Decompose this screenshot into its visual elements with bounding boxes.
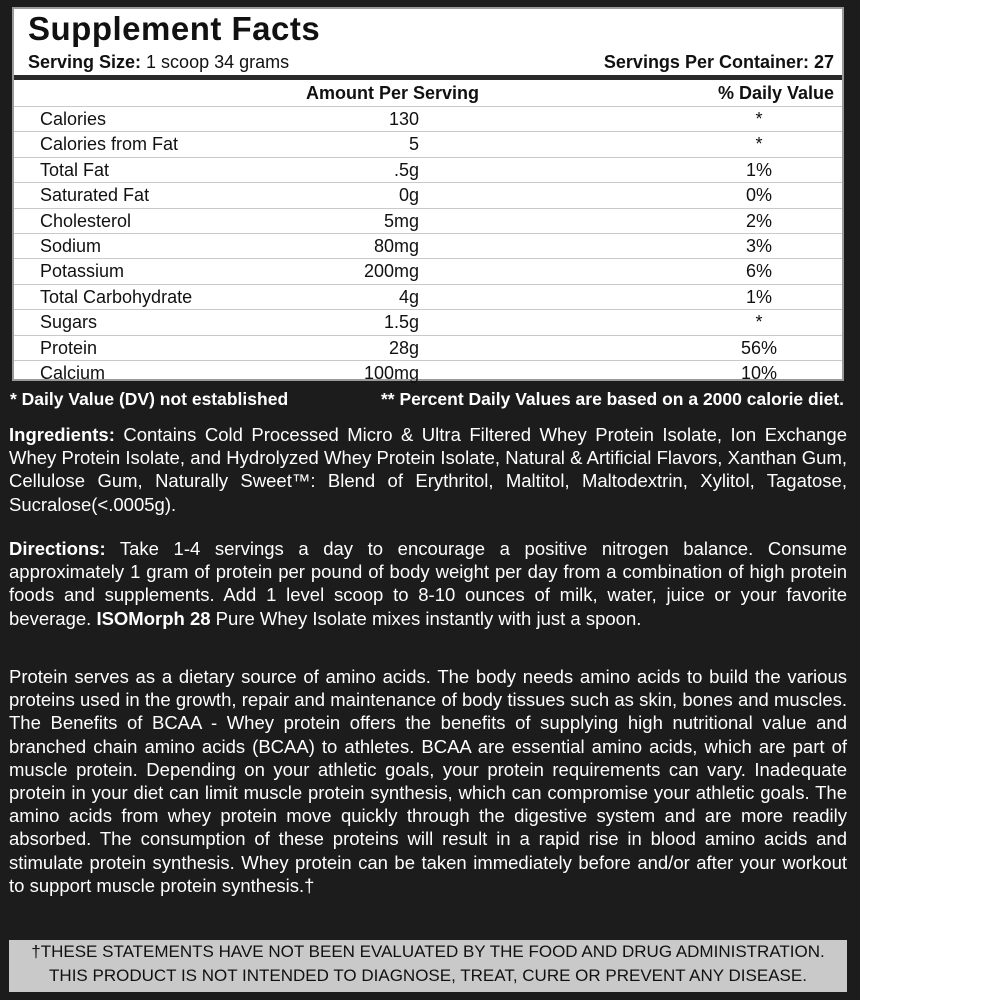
nutrient-amount: 28g: [388, 337, 419, 358]
nutrient-amount: 4g: [398, 286, 419, 307]
dv-not-established-note: * Daily Value (DV) not established: [10, 389, 289, 409]
nutrient-name: Total Fat: [40, 159, 110, 180]
nutrient-name: Protein: [40, 337, 98, 358]
nutrient-daily-value: 10%: [740, 362, 778, 383]
nutrient-row: [14, 258, 842, 283]
nutrient-row: [14, 309, 842, 334]
amount-per-serving-header: Amount Per Serving: [306, 83, 480, 103]
nutrient-row: [14, 233, 842, 258]
ingredients-paragraph: [9, 423, 847, 516]
nutrient-name: Calories: [40, 109, 107, 129]
nutrient-amount: 1.5g: [383, 312, 419, 333]
nutrient-name: Sodium: [40, 235, 102, 256]
serving-size-label: Serving Size:: [28, 52, 142, 72]
thick-divider: [14, 75, 842, 80]
nutrient-name: Calories from Fat: [40, 134, 179, 155]
nutrient-name: Saturated Fat: [40, 185, 150, 206]
nutrient-daily-value: 6%: [745, 261, 772, 282]
nutrient-amount: 5: [408, 134, 419, 155]
nutrient-row: [14, 106, 842, 131]
servings-per-container: Servings Per Container: 27: [603, 52, 834, 72]
nutrient-name: Total Carbohydrate: [40, 286, 193, 307]
nutrient-row: [14, 208, 842, 233]
disclaimer-line-1: †THESE STATEMENTS HAVE NOT BEEN EVALUATED BY THE FOOD AND DRUG ADMINISTRATION.: [31, 942, 825, 961]
nutrient-name: Cholesterol: [40, 210, 132, 231]
facts-title: Supplement Facts: [28, 10, 321, 47]
nutrient-daily-value: 56%: [740, 337, 778, 358]
nutrient-amount: 100mg: [363, 362, 419, 383]
nutrient-amount: 200mg: [363, 261, 419, 282]
disclaimer-line-2: THIS PRODUCT IS NOT INTENDED TO DIAGNOSE, TREAT, CURE OR PREVENT ANY DISEASE.: [49, 966, 807, 985]
serving-size-value: 1 scoop 34 grams: [141, 52, 290, 72]
ingredients-text: Contains Cold Processed Micro & Ultra Filtered Whey Protein Isolate, Ion Exchange Whey Protein Isolate, and Hydrolyzed Whey Protein Isolate, Natural & Artificial Flavors, Xanthan Gum, Cellulose Gum, Naturally Sweet™: Blend of Erythritol, Maltitol, Maltodextrin, Xylitol, Tagatose, Sucralose(<.0005g).: [9, 424, 847, 515]
nutrient-daily-value: 0%: [745, 185, 772, 206]
nutrient-daily-value: 3%: [745, 235, 772, 256]
product-name: ISOMorph 28: [96, 607, 211, 629]
nutrient-table: [14, 106, 842, 385]
nutrient-daily-value: *: [755, 109, 763, 129]
nutrient-name: Sugars: [40, 312, 98, 333]
supplement-facts-box: [12, 7, 844, 381]
directions-label: Directions:: [9, 538, 106, 559]
nutrient-daily-value: *: [755, 312, 763, 333]
nutrient-daily-value: *: [755, 134, 763, 155]
fda-disclaimer: [9, 940, 847, 992]
nutrient-daily-value: 1%: [745, 286, 772, 307]
directions-text-end: Pure Whey Isolate mixes instantly with just a spoon.: [210, 607, 642, 629]
serving-size: [28, 51, 289, 73]
nutrient-row: [14, 182, 842, 207]
nutrient-daily-value: 1%: [745, 159, 772, 180]
nutrient-row: [14, 157, 842, 182]
directions-paragraph: [9, 537, 847, 630]
protein-info-paragraph: Protein serves as a dietary source of amino acids. The body needs amino acids to build the various proteins used in the growth, repair and maintenance of body tissues such as skin, bones and muscles. The Benefits of BCAA - Whey protein offers the benefits of supplying high nutritional value and branched chain amino acids (BCAA) to athletes. BCAA are essential amino acids, which are part of muscle protein. Depending on your athletic goals, your protein requirements can vary. Inadequate protein in your diet can limit muscle protein synthesis, which can compromise your athletic goals. The amino acids from whey protein move quickly through the digestive system and are more readily absorbed. The consumption of these proteins will result in a rapid rise in blood amino acids and stimulate protein synthesis. Whey protein can be taken immediately before and/or after your workout to support muscle protein synthesis.†: [9, 666, 847, 896]
nutrient-amount: 130: [388, 109, 419, 129]
nutrient-row: [14, 284, 842, 309]
nutrient-row: [14, 335, 842, 360]
nutrient-amount: 80mg: [373, 235, 419, 256]
daily-value-header: % Daily Value: [717, 83, 834, 103]
ingredients-label: Ingredients:: [9, 424, 115, 445]
nutrient-amount: 0g: [398, 185, 419, 206]
nutrient-name: Potassium: [40, 261, 125, 282]
nutrient-amount: 5mg: [383, 210, 419, 231]
nutrient-name: Calcium: [40, 362, 106, 383]
nutrient-row: [14, 360, 842, 385]
nutrient-daily-value: 2%: [745, 210, 772, 231]
directions-text: Take 1-4 servings a day to encourage a positive nitrogen balance. Consume approximately 1 gram of protein per pound of body weight per day from a combination of high protein foods and supplements. Add 1 level scoop to 8-10 ounces of milk, water, juice or your favorite beverage.: [9, 538, 847, 629]
nutrient-amount: .5g: [393, 159, 419, 180]
dv-basis-note: ** Percent Daily Values are based on a 2000 calorie diet.: [380, 389, 844, 409]
nutrient-row: [14, 131, 842, 156]
